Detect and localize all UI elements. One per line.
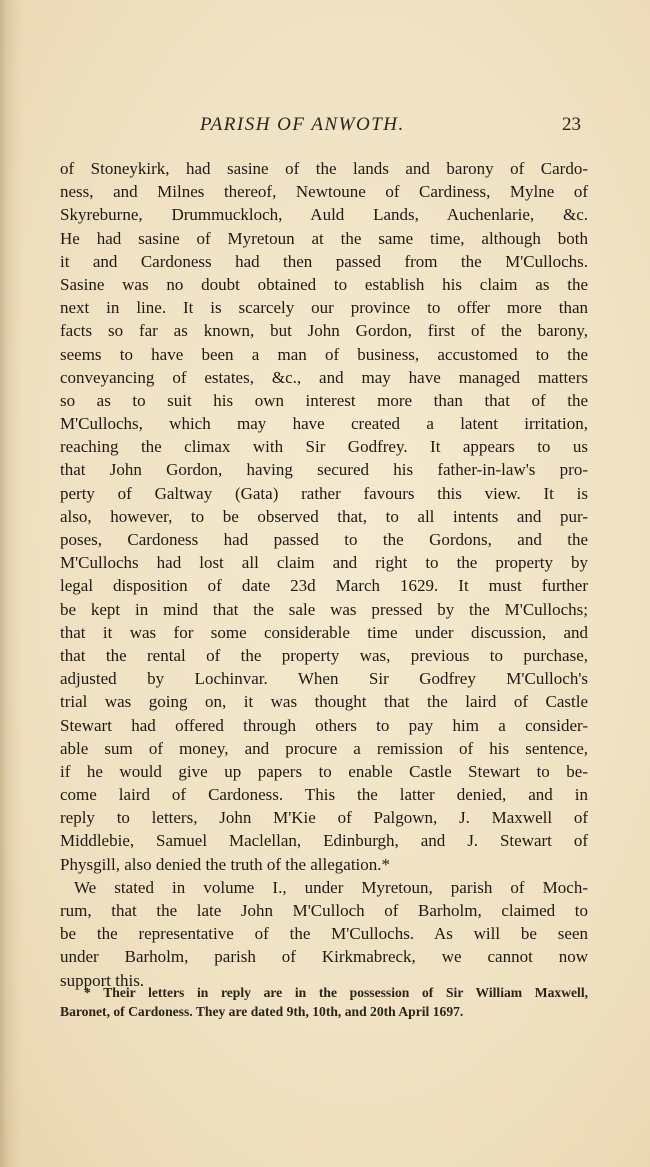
text-line: be the representative of the M'Cullochs. As will be seen xyxy=(60,924,588,944)
text-line: adjusted by Lochinvar. When Sir Godfrey M'Culloch's xyxy=(60,669,588,689)
text-line: M'Cullochs, which may have created a latent irritation, xyxy=(60,414,588,434)
text-line: conveyancing of estates, &c., and may have managed matters xyxy=(60,367,588,387)
text-line: He had sasine of Myretoun at the same time, although both xyxy=(60,228,588,248)
text-line: able sum of money, and procure a remission of his sentence, xyxy=(60,738,588,758)
text-line: seems to have been a man of business, accustomed to the xyxy=(60,344,588,364)
text-line: Middlebie, Samuel Maclellan, Edinburgh, and J. Stewart of xyxy=(60,831,588,851)
text-line: come laird of Cardoness. This the latter denied, and in xyxy=(60,785,588,805)
text-line: that it was for some considerable time under discussion, and xyxy=(60,622,588,642)
footnote-line: Baronet, of Cardoness. They are dated 9th, 10th, and 20th April 1697. xyxy=(60,1003,464,1019)
text-line: We stated in volume I., under Myretoun, parish of Moch- xyxy=(74,877,588,897)
text-line: rum, that the late John M'Culloch of Barholm, claimed to xyxy=(60,901,588,920)
footnote xyxy=(60,984,588,1021)
text-line: it and Cardoness had then passed from the M'Cullochs. xyxy=(60,251,588,271)
text-line: if he would give up papers to enable Castle Stewart to be- xyxy=(60,761,588,781)
text-line: poses, Cardoness had passed to the Gordons, and the xyxy=(60,530,588,549)
text-line: so as to suit his own interest more than that of the xyxy=(60,390,588,410)
text-line: Skyreburne, Drummuckloch, Auld Lands, Auchenlarie, &c. xyxy=(60,205,588,225)
body-text xyxy=(60,157,588,992)
footnote-line: * Their letters in reply are in the possession of Sir William Maxwell, xyxy=(84,985,588,1000)
text-line: of Stoneykirk, had sasine of the lands and barony of Cardo- xyxy=(60,159,588,178)
text-line: trial was going on, it was thought that the laird of Castle xyxy=(60,692,588,712)
text-line: M'Cullochs had lost all claim and right to the property by xyxy=(60,553,588,573)
page-number: 23 xyxy=(562,114,581,135)
text-line: Stewart had offered through others to pay him a consider- xyxy=(60,715,588,735)
running-head: PARISH OF ANWOTH. xyxy=(200,114,405,135)
text-line: perty of Galtway (Gata) rather favours this view. It is xyxy=(60,483,588,503)
text-line: also, however, to be observed that, to all intents and pur- xyxy=(60,506,588,526)
text-line: next in line. It is scarcely our province to offer more than xyxy=(60,298,588,318)
text-line: legal disposition of date 23d March 1629. It must further xyxy=(60,576,588,596)
text-line: under Barholm, parish of Kirkmabreck, we cannot now xyxy=(60,947,588,967)
text-line: support this. xyxy=(60,970,145,990)
text-line: be kept in mind that the sale was pressed by the M'Cullochs; xyxy=(60,599,588,619)
text-line: Physgill, also denied the truth of the allegation.* xyxy=(60,854,391,874)
text-line: Sasine was no doubt obtained to establish his claim as the xyxy=(60,274,588,294)
text-line: that John Gordon, having secured his father-in-law's pro- xyxy=(60,460,588,480)
text-line: that the rental of the property was, previous to purchase, xyxy=(60,645,588,665)
text-line: reply to letters, John M'Kie of Palgown, J. Maxwell of xyxy=(60,808,588,828)
text-line: reaching the climax with Sir Godfrey. It appears to us xyxy=(60,437,588,457)
page-header xyxy=(60,114,585,140)
text-line: ness, and Milnes thereof, Newtoune of Cardiness, Mylne of xyxy=(60,182,588,202)
text-line: facts so far as known, but John Gordon, first of the barony, xyxy=(60,321,588,341)
